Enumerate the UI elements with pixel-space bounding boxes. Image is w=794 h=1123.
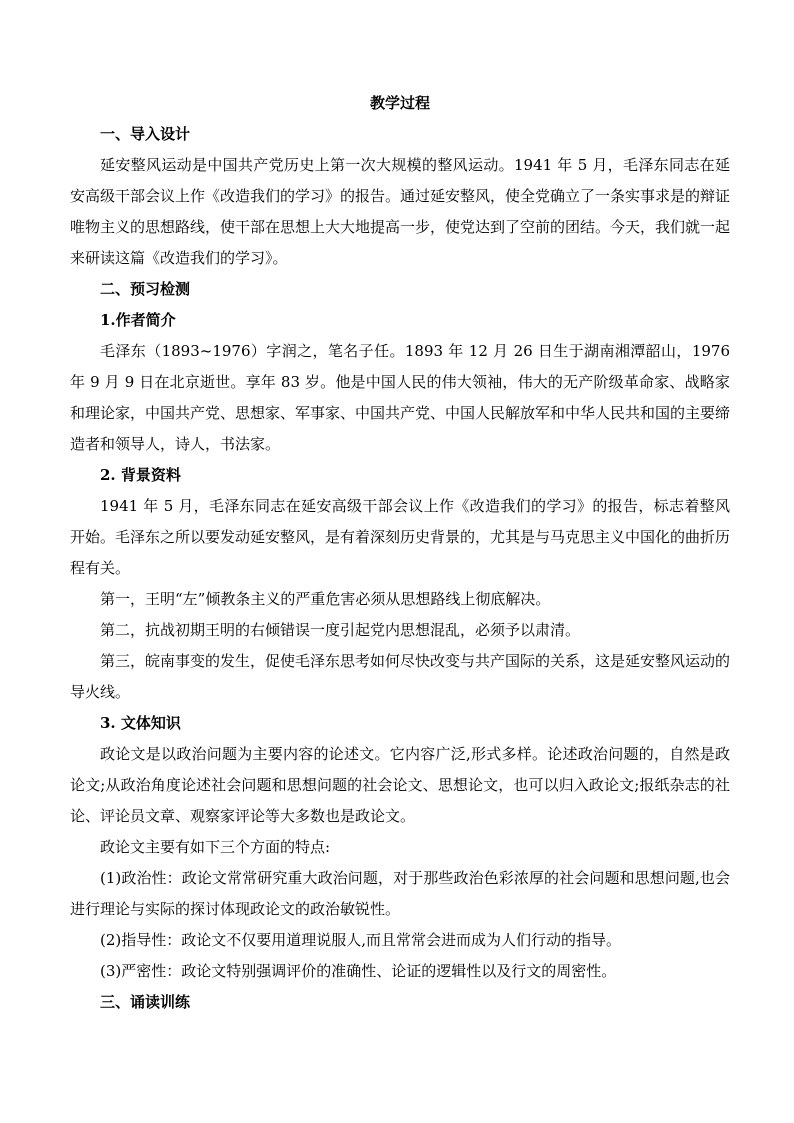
paragraph-genre-3: (1)政治性：政论文常常研究重大政治问题，对于那些政治色彩浓厚的社会问题和思想问题,也会进行理论与实际的探讨体现政论文的政治敏锐性。 [70, 869, 730, 918]
subheading-genre: 3. 文体知识 [100, 714, 181, 732]
paragraph-background-1: 1941 年 5 月，毛泽东同志在延安高级干部会议上作《改造我们的学习》的报告，标志着整风开始。毛泽东之所以要发动延安整风，是有着深刻历史背景的，尤其是与马克思主义中国化的曲折历程有关。 [70, 497, 731, 577]
paragraph-genre-4: (2)指导性：政论文不仅要用道理说服人,而且常常会进而成为人们行动的指导。 [100, 931, 622, 949]
paragraph-genre-1: 政论文是以政治问题为主要内容的论述文。它内容广泛,形式多样。论述政治问题的，自然是政论文;从政治角度论述社会问题和思想问题的社会论文、思想论文，也可以归入政论文;报纸杂志的社论、评论员文章、观察家评论等大多数也是政论文。 [70, 745, 730, 825]
paragraph-background-4: 第三，皖南事变的发生，促使毛泽东思考如何尽快改变与共产国际的关系，这是延安整风运动的导火线。 [70, 652, 731, 701]
paragraph-intro: 延安整风运动是中国共产党历史上第一次大规模的整风运动。1941 年 5 月，毛泽东同志在延安高级干部会议上作《改造我们的学习》的报告。通过延安整风，使全党确立了一条实事求是的辩证唯物主义的思想路线，使干部在思想上大大地提高一步，使党达到了空前的团结。今天，我们就一起来研读这篇《改造我们的学习》。 [70, 156, 731, 267]
paragraph-background-2: 第一，王明“左”倾教条主义的严重危害必须从思想路线上彻底解决。 [100, 590, 551, 608]
page-title: 教学过程 [369, 94, 430, 112]
document-page [70, 88, 730, 1018]
section-heading-preview: 二、预习检测 [100, 280, 191, 298]
subheading-background: 2. 背景资料 [100, 466, 181, 484]
subheading-author: 1.作者简介 [100, 311, 176, 329]
paragraph-genre-5: (3)严密性：政论文特别强调评价的准确性、论证的逻辑性以及行文的周密性。 [100, 962, 617, 980]
paragraph-background-3: 第二，抗战初期王明的右倾错误一度引起党内思想混乱，必须予以肃清。 [100, 621, 581, 639]
paragraph-genre-2: 政论文主要有如下三个方面的特点: [100, 838, 331, 856]
section-heading-intro: 一、导入设计 [100, 125, 191, 143]
paragraph-author: 毛泽东（1893~1976）字润之，笔名子任。1893 年 12 月 26 日生于湖南湘潭韶山，1976 年 9 月 9 日在北京逝世。享年 83 岁。他是中国人民的伟大领袖，伟大的无产阶级革命家、战略家和理论家，中国共产党、思想家、军事家、中国共产党、中国人民解放军和中华人民共和国的主要缔造者和领导人，诗人，书法家。 [70, 342, 731, 453]
section-heading-recitation: 三、诵读训练 [100, 993, 191, 1011]
